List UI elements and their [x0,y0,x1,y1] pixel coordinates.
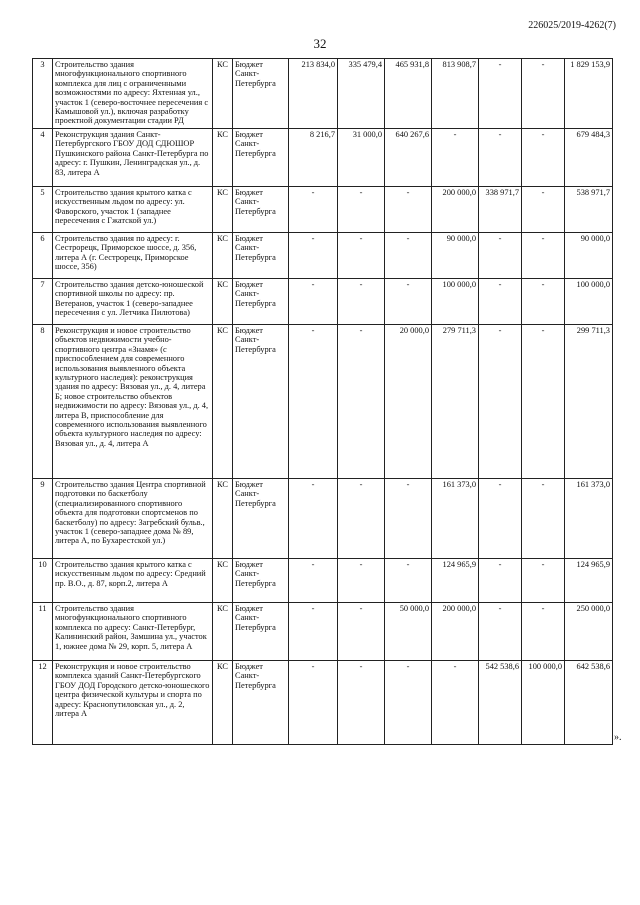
row-number: 10 [33,559,53,603]
expense-type: КС [213,279,233,325]
table-row [33,603,613,661]
amount-col-2: - [338,661,385,745]
amount-col-1: - [289,233,338,279]
amount-col-4: 200 000,0 [432,603,479,661]
table-body [33,59,613,745]
amount-col-3: 640 267,6 [385,129,432,187]
table-row [33,129,613,187]
amount-col-3: - [385,479,432,559]
amount-col-6: - [522,129,565,187]
amount-col-6: - [522,559,565,603]
amount-col-2: 31 000,0 [338,129,385,187]
funding-source: Бюджет Санкт-Петербурга [233,603,289,661]
object-name: Строительство здания Центра спортивной подготовки по баскетболу (специализированного спортивного объекта для подготовки спортсменов по баскетболу) по адресу: Загребский бульв., участок 1 (северо-западнее дома № 89, литера А, по Бухарестской ул.) [53,479,213,559]
funding-source: Бюджет Санкт-Петербурга [233,233,289,279]
expense-type: КС [213,603,233,661]
expense-type: КС [213,129,233,187]
amount-col-2: - [338,603,385,661]
table-row [33,559,613,603]
expense-type: КС [213,479,233,559]
amount-col-4: 813 908,7 [432,59,479,129]
amount-col-6: - [522,59,565,129]
amount-col-1: - [289,187,338,233]
funding-source: Бюджет Санкт-Петербурга [233,559,289,603]
funding-source: Бюджет Санкт-Петербурга [233,479,289,559]
amount-col-3: 20 000,0 [385,325,432,479]
table-row [33,661,613,745]
amount-col-5: - [479,129,522,187]
amount-col-2: - [338,559,385,603]
object-name: Строительство здания многофункционального спортивного комплекса для лиц с ограниченными возможностями по адресу: Яхтенная ул., участок 1 (северо-восточнее пересечения с Камышовой ул.), включая разработку проектной документации стадии РД [53,59,213,129]
amount-col-1: - [289,559,338,603]
expense-type: КС [213,325,233,479]
amount-col-2: - [338,479,385,559]
expense-type: КС [213,59,233,129]
funding-source: Бюджет Санкт-Петербурга [233,59,289,129]
object-name: Строительство здания по адресу: г. Сестрорецк, Приморское шоссе, д. 356, литера А (г. Сестрорецк, Приморское шоссе, 356) [53,233,213,279]
amount-col-4: 161 373,0 [432,479,479,559]
amount-col-4: 124 965,9 [432,559,479,603]
amount-col-2: - [338,279,385,325]
amount-col-2: - [338,233,385,279]
amount-col-6: - [522,279,565,325]
table-row [33,279,613,325]
object-name: Строительство здания крытого катка с искусственным льдом по адресу: Средний пр. В.О., д. 87, корп.2, литера А [53,559,213,603]
funding-source: Бюджет Санкт-Петербурга [233,187,289,233]
document-code: 226025/2019-4262(7) [528,20,616,31]
amount-total: 250 000,0 [565,603,613,661]
amount-total: 1 829 153,9 [565,59,613,129]
object-name: Реконструкция и новое строительство объектов недвижимости учебно-спортивного центра «Знамя» (с приспособлением для современного использования выявленного объекта культурного наследия): реконструкция здания по адресу: Вязовая ул., д. 4, литера Б; новое строительство объектов недвижимости по адресу: Вязовая ул., д. 4, литера В, приспособление для современного использования выявленного объекта культурного наследия по адресу: Вязовая ул., д. 4, литера А [53,325,213,479]
funding-source: Бюджет Санкт-Петербурга [233,279,289,325]
amount-col-4: 90 000,0 [432,233,479,279]
funding-source: Бюджет Санкт-Петербурга [233,129,289,187]
amount-col-5: 338 971,7 [479,187,522,233]
row-number: 5 [33,187,53,233]
row-number: 12 [33,661,53,745]
amount-col-5: - [479,603,522,661]
row-number: 3 [33,59,53,129]
amount-col-4: - [432,129,479,187]
amount-total: 679 484,3 [565,129,613,187]
amount-col-5: - [479,233,522,279]
amount-total: 100 000,0 [565,279,613,325]
object-name: Строительство здания детско-юношеской спортивной школы по адресу: пр. Ветеранов, участок 1 (северо-западнее пересечения с ул. Летчика Пилютова) [53,279,213,325]
amount-col-1: 213 834,0 [289,59,338,129]
amount-col-5: - [479,559,522,603]
amount-col-4: 100 000,0 [432,279,479,325]
object-name: Реконструкция здания Санкт-Петербургского ГБОУ ДОД СДЮШОР Пушкинского района Санкт-Петербурга по адресу: г. Пушкин, Ленинградская ул., д. 83, литера А [53,129,213,187]
amount-col-5: - [479,59,522,129]
object-name: Строительство здания многофункционального спортивного комплекса по адресу: Санкт-Петербург, Калининский район, Замшина ул., участок 1, южнее дома № 29, корп. 5, литера А [53,603,213,661]
amount-col-2: - [338,325,385,479]
amount-col-5: - [479,325,522,479]
table-row [33,325,613,479]
amount-col-3: - [385,559,432,603]
amount-col-6: 100 000,0 [522,661,565,745]
amount-total: 124 965,9 [565,559,613,603]
expense-type: КС [213,559,233,603]
amount-col-1: 8 216,7 [289,129,338,187]
table-row [33,59,613,129]
amount-col-1: - [289,279,338,325]
amount-col-4: 200 000,0 [432,187,479,233]
closing-mark: ». [614,732,622,743]
amount-col-6: - [522,325,565,479]
amount-col-2: 335 479,4 [338,59,385,129]
amount-total: 161 373,0 [565,479,613,559]
expense-type: КС [213,233,233,279]
amount-col-3: - [385,279,432,325]
amount-col-3: - [385,233,432,279]
row-number: 4 [33,129,53,187]
amount-col-5: - [479,479,522,559]
amount-col-6: - [522,603,565,661]
amount-total: 299 711,3 [565,325,613,479]
amount-col-3: 465 931,8 [385,59,432,129]
amount-col-3: 50 000,0 [385,603,432,661]
amount-col-6: - [522,479,565,559]
table-row [33,233,613,279]
amount-col-6: - [522,233,565,279]
amount-col-6: - [522,187,565,233]
object-name: Строительство здания крытого катка с искусственным льдом по адресу: ул. Фаворского, участок 1 (западнее пересечения с Гжатской ул.) [53,187,213,233]
amount-col-5: - [479,279,522,325]
table-row [33,479,613,559]
amount-col-3: - [385,187,432,233]
amount-col-1: - [289,479,338,559]
expense-type: КС [213,187,233,233]
amount-col-2: - [338,187,385,233]
row-number: 9 [33,479,53,559]
amount-total: 90 000,0 [565,233,613,279]
program-table [32,58,613,745]
object-name: Реконструкция и новое строительство комплекса зданий Санкт-Петербургского ГБОУ ДОД Городского детско-юношеского центра физической культуры и спорта по адресу: Краснопутиловская ул., д. 2, литера А [53,661,213,745]
amount-col-1: - [289,661,338,745]
row-number: 6 [33,233,53,279]
amount-col-1: - [289,325,338,479]
funding-source: Бюджет Санкт-Петербурга [233,325,289,479]
page-number: 32 [313,36,327,51]
row-number: 8 [33,325,53,479]
row-number: 7 [33,279,53,325]
amount-total: 642 538,6 [565,661,613,745]
amount-col-4: 279 711,3 [432,325,479,479]
amount-col-3: - [385,661,432,745]
table-row [33,187,613,233]
amount-col-1: - [289,603,338,661]
amount-col-5: 542 538,6 [479,661,522,745]
funding-source: Бюджет Санкт-Петербурга [233,661,289,745]
row-number: 11 [33,603,53,661]
expense-type: КС [213,661,233,745]
amount-total: 538 971,7 [565,187,613,233]
amount-col-4: - [432,661,479,745]
